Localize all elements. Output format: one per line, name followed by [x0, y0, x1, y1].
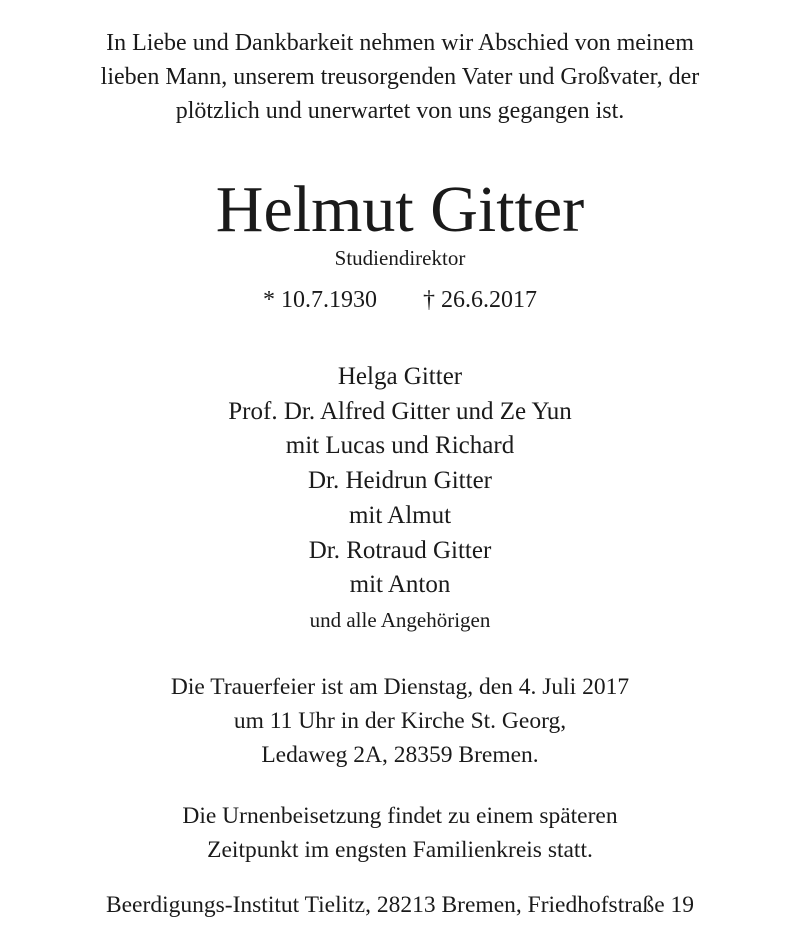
intro-text [0, 26, 800, 128]
intro-line: lieben Mann, unserem treusorgenden Vater und Großvater, der [100, 64, 700, 90]
deceased-title: Studiendirektor [334, 246, 466, 270]
family-member: Dr. Heidrun Gitter [308, 467, 492, 495]
intro-line: In Liebe und Dankbarkeit nehmen wir Abschied von meinem [106, 30, 694, 56]
urn-burial-info [0, 799, 800, 867]
family-member: Dr. Rotraud Gitter [308, 536, 492, 564]
urn-line: Die Urnenbeisetzung findet zu einem späteren [182, 803, 618, 829]
birth-date: * 10.7.1930 [263, 287, 377, 313]
relatives-line: und alle Angehörigen [309, 607, 491, 632]
ceremony-line: um 11 Uhr in der Kirche St. Georg, [233, 708, 567, 734]
ceremony-info [0, 670, 800, 772]
family-member: mit Anton [349, 571, 451, 599]
ceremony-line: Ledaweg 2A, 28359 Bremen. [261, 742, 539, 768]
family-member: mit Almut [348, 501, 452, 529]
life-dates [0, 284, 800, 316]
urn-line: Zeitpunkt im engsten Familienkreis statt. [207, 837, 593, 863]
deceased-name: Helmut Gitter [215, 173, 585, 246]
family-member: Prof. Dr. Alfred Gitter und Ze Yun [228, 397, 572, 425]
family-list [0, 360, 800, 637]
family-member: Helga Gitter [337, 363, 463, 390]
death-date: † 26.6.2017 [423, 287, 537, 313]
intro-line: plötzlich und unerwartet von uns gegangen ist. [175, 98, 625, 124]
funeral-home: Beerdigungs-Institut Tielitz, 28213 Bremen, Friedhofstraße 19 [105, 892, 695, 918]
ceremony-line: Die Trauerfeier ist am Dienstag, den 4. Juli 2017 [170, 674, 630, 700]
family-member: mit Lucas und Richard [285, 432, 515, 460]
